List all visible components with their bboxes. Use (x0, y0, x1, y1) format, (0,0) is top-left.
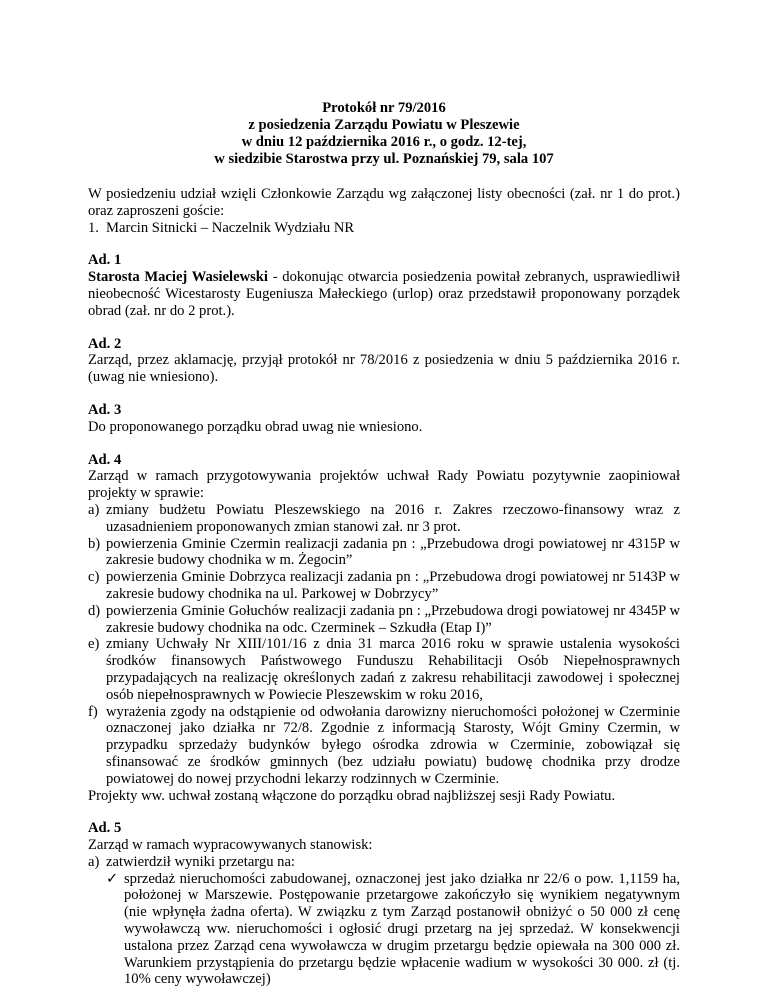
list-item (88, 854, 680, 871)
item-marker: e) (88, 636, 100, 653)
item-marker: d) (88, 602, 101, 619)
list-item (88, 569, 680, 603)
section-ad5 (88, 820, 680, 988)
section-ad1 (88, 252, 680, 319)
ad4-closing: Projekty ww. uchwał zostaną włączone do porządku obrad najbliższej sesji Rady Powiatu. (88, 787, 616, 804)
list-item (88, 636, 680, 703)
checkmark-icon: ✓ (106, 870, 119, 887)
ad3-heading: Ad. 3 (88, 401, 122, 418)
ad5-text: Zarząd w ramach wypracowywanych stanowisk: (88, 837, 373, 854)
ad5-checklist (88, 871, 680, 989)
ad2-text: Zarząd, przez aklamację, przyjął protokół nr 78/2016 z posiedzenia w dniu 5 października 2016 r. (uwag nie wniesiono). (88, 352, 680, 386)
item-text: zmiany Uchwały Nr XIII/101/16 z dnia 31 marca 2016 roku w sprawie ustalenia wysokości środków finansowych Państwowego Funduszu Rehabilitacji Osób Niepełnosprawnych przypadających na realizację określonych zadań z zakresu rehabilitacji zawodowej i społecznej osób niepełnosprawnych w Powiecie Pleszewskim w roku 2016, (106, 636, 680, 703)
list-item (88, 704, 680, 788)
title-line-1: Protokół nr 79/2016 (322, 100, 446, 116)
item-marker: f) (88, 703, 98, 720)
title-line-2: z posiedzenia Zarządu Powiatu w Pleszewie (248, 117, 520, 133)
list-item (88, 603, 680, 637)
item-marker: a) (88, 853, 100, 870)
ad1-heading: Ad. 1 (88, 252, 122, 269)
item-text: zatwierdził wyniki przetargu na: (106, 853, 295, 870)
check-text: sprzedaż nieruchomości zabudowanej, oznaczonej jest jako działka nr 22/6 o pow. 1,1159 ha, położonej w Marszewie. Postępowanie przetargowe zakończyło się wynikiem negatywnym (nie wpłynęła żadna oferta). W związku z tym Zarząd postanowił obniżyć o 50 000 zł cenę wywoławczą ww. nieruchomości i ogłosić drugi przetarg na jej sprzedaż. W konsekwencji ustalona przez Zarząd cena wywoławcza w drugim przetargu będzie opiewała na 300 000 zł. Warunkiem przystąpienia do przetargu będzie wpłacenie wadium w wysokości 30 000. zł (tj. 10% ceny wywoławczej) (124, 870, 680, 988)
ad1-body: - dokonując otwarcia posiedzenia powitał zebranych, usprawiedliwił nieobecność Wicestarosty Eugeniusza Małeckiego (urlop) oraz przedstawił proponowany porządek obrad (zał. nr do 2 prot.). (88, 269, 680, 319)
item-text: powierzenia Gminie Gołuchów realizacji zadania pn : „Przebudowa drogi powiatowej nr 4345P w zakresie budowy chodnika na odc. Czerminek – Szkudła (Etap I)” (106, 602, 680, 636)
item-text: wyrażenia zgody na odstąpienie od odwołania darowizny nieruchomości położonej w Czerminie oznaczonej jako działka nr 72/8. Zgodnie z informacją Starosty, Wójt Gminy Czermin, w przypadku sprzedaży budynków byłego ośrodka zdrowia w Czerminie, zobowiązał się sfinansować ze środków gminnych (bez udziału powiatu) budowę chodnika przy drodze powiatowej do nowej przychodni lekarzy rodzinnych w Czerminie. (106, 703, 680, 787)
ad4-heading: Ad. 4 (88, 451, 122, 468)
title-line-3: w dniu 12 października 2016 r., o godz. 12-tej, (241, 134, 527, 150)
item-text: powierzenia Gminie Dobrzyca realizacji zadania pn : „Przebudowa drogi powiatowej nr 5143P w zakresie budowy chodnika na ul. Parkowej w Dobrzycy” (106, 569, 680, 602)
ad5-heading: Ad. 5 (88, 820, 122, 837)
protocol-title (88, 100, 680, 168)
ad5-items (88, 854, 680, 871)
ad3-text: Do proponowanego porządku obrad uwag nie wniesiono. (88, 418, 423, 435)
item-marker: b) (88, 535, 101, 552)
ad4-text: Zarząd w ramach przygotowywania projektów uchwał Rady Powiatu pozytywnie zaopiniował projekty w sprawie: (88, 468, 680, 502)
section-ad4 (88, 452, 680, 805)
guest-text: Marcin Sitnicki – Naczelnik Wydziału NR (106, 219, 355, 236)
section-ad2 (88, 336, 680, 386)
guest-marker: 1. (88, 219, 99, 236)
guest-item (88, 220, 680, 237)
ad4-items (88, 502, 680, 788)
item-text: powierzenia Gminie Czermin realizacji zadania pn : „Przebudowa drogi powiatowej nr 4315P w zakresie budowy chodnika w m. Żegocin” (106, 535, 680, 569)
list-item (88, 536, 680, 570)
document-page (88, 100, 680, 988)
item-marker: c) (88, 569, 100, 586)
guest-list (88, 220, 680, 237)
check-item (106, 871, 680, 989)
section-ad3 (88, 402, 680, 436)
list-item (88, 502, 680, 536)
intro-text: W posiedzeniu udział wzięli Członkowie Zarządu wg załączonej listy obecności (zał. nr 1 do prot.) oraz zaproszeni goście: (88, 186, 680, 219)
ad2-heading: Ad. 2 (88, 335, 122, 352)
ad1-lead: Starosta Maciej Wasielewski (88, 269, 268, 286)
item-marker: a) (88, 501, 100, 518)
intro-section (88, 186, 680, 236)
ad1-text (88, 269, 680, 319)
title-line-4: w siedzibie Starostwa przy ul. Poznańskiej 79, sala 107 (214, 151, 554, 167)
item-text: zmiany budżetu Powiatu Pleszewskiego na 2016 r. Zakres rzeczowo-finansowy wraz z uzasadnieniem proponowanych zmian stanowi zał. nr 3 prot. (106, 501, 680, 535)
